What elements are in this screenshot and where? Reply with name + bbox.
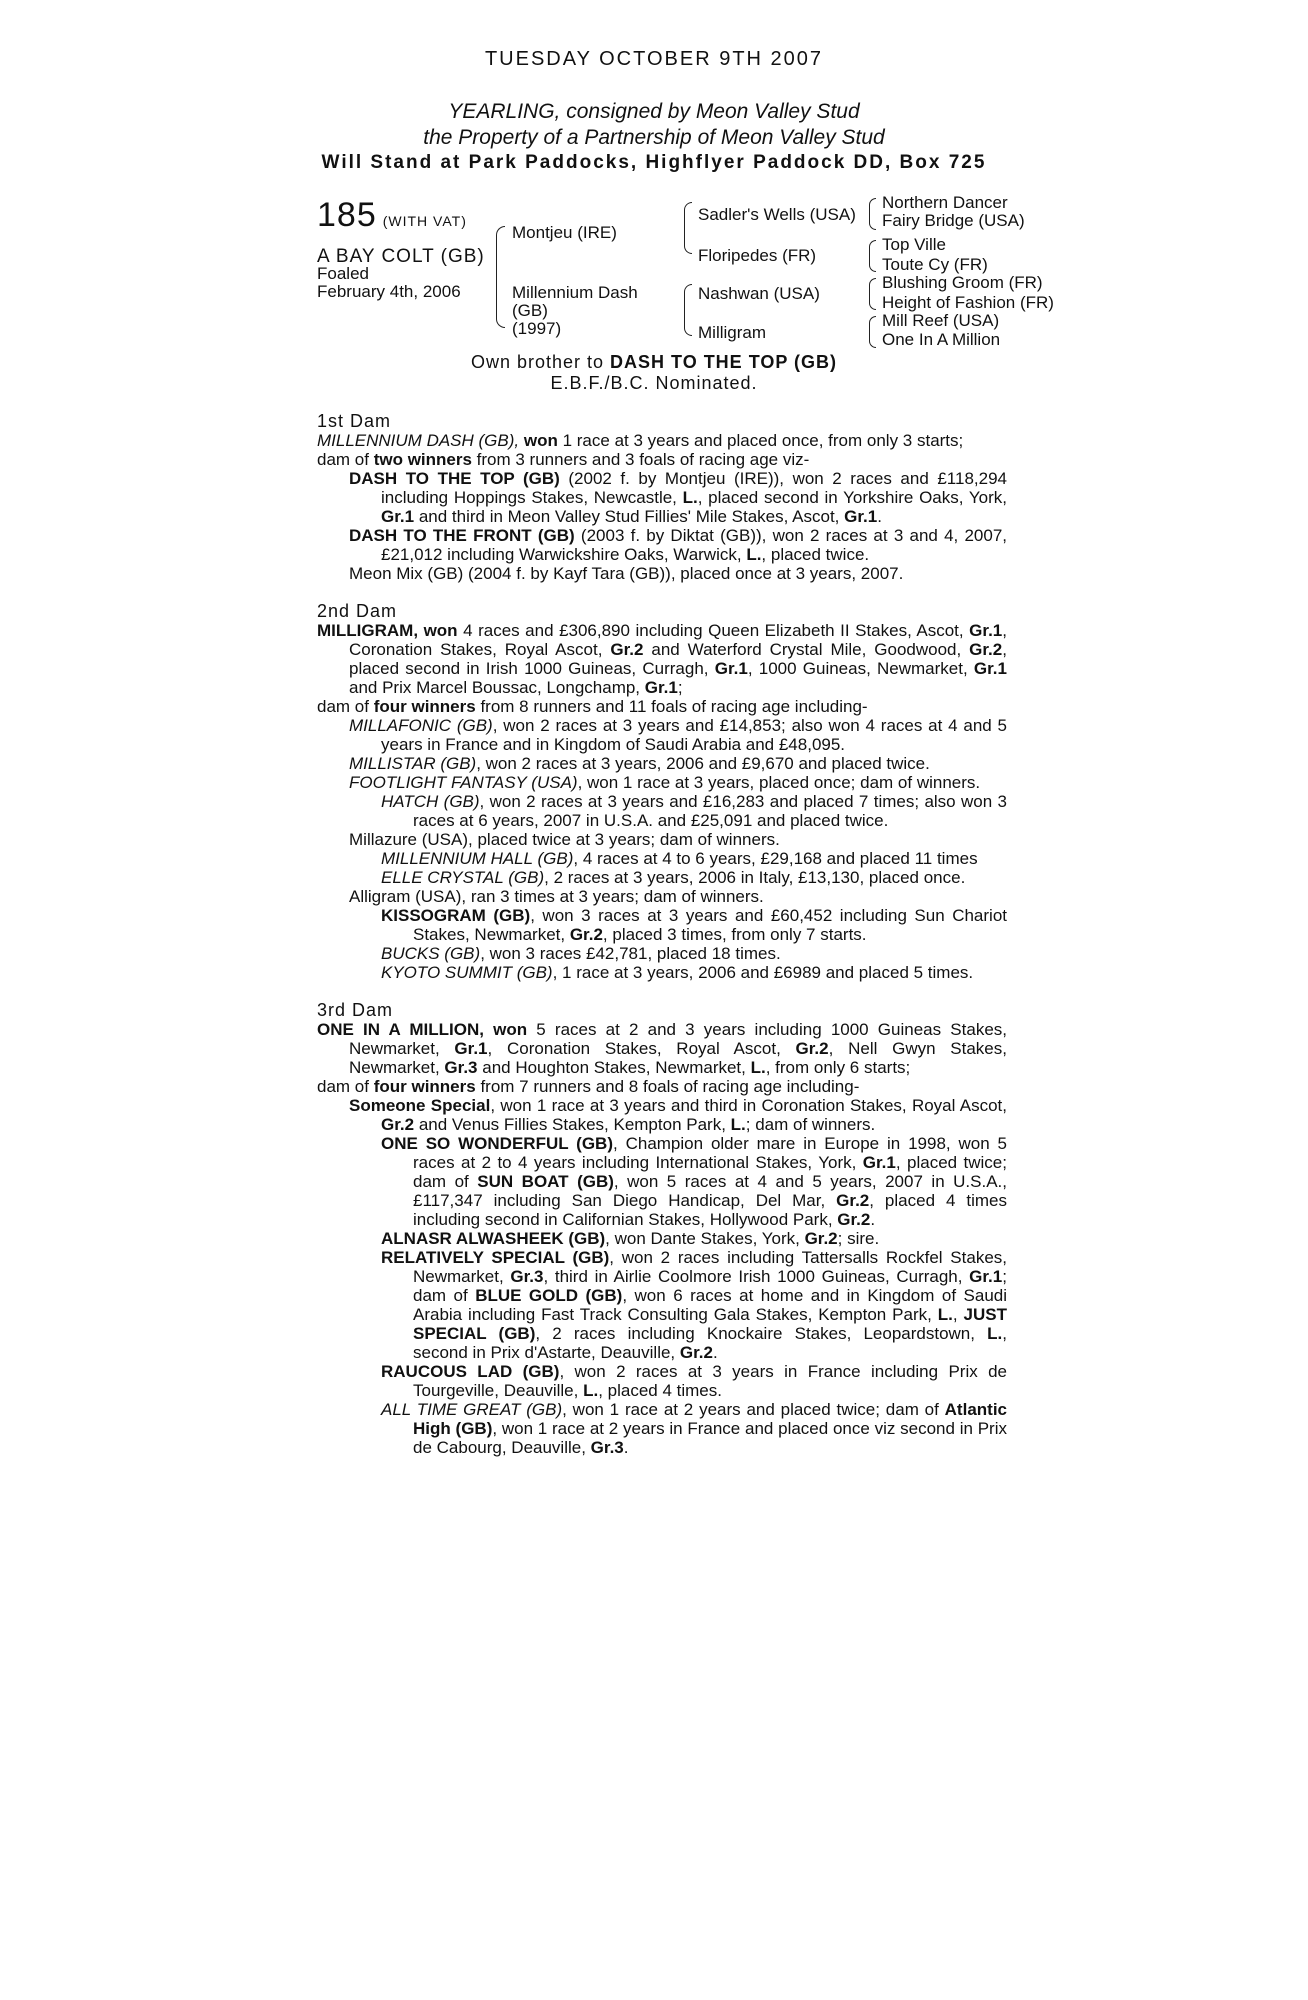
second-dam-produce: dam of four winners from 8 runners and 11 foals of racing age including- [317, 697, 868, 716]
produce-dash-to-the-front: DASH TO THE FRONT (GB) (2003 f. by Diktat (GB)), won 2 races at 3 and 4, 2007, £21,012 including Warwickshire Oaks, Warwick, L., placed twice. [349, 526, 1008, 564]
third-dam-heading: 3rd Dam [317, 1000, 394, 1020]
gen3-2: Fairy Bridge (USA) [882, 211, 1025, 230]
dam: Millennium Dash [512, 283, 638, 302]
produce-alnasr-alwasheek: ALNASR ALWASHEEK (GB), won Dante Stakes, York, Gr.2; sire. [381, 1229, 880, 1248]
nomination-note: E.B.F./B.C. Nominated. [550, 373, 758, 393]
brace-sire-dam [496, 226, 505, 328]
produce-hatch: HATCH (GB), won 2 races at 3 years and £16,283 and placed 7 times; also won 3 races at 6 years, 2007 in U.S.A. and £25,091 and placed twice. [381, 792, 1007, 830]
foaled-date: February 4th, 2006 [317, 282, 461, 301]
produce-dash-to-the-top: DASH TO THE TOP (GB) (2002 f. by Montjeu (IRE)), won 2 races and £118,294 including Hoppings Stakes, Newcastle, L., placed second in Yorkshire Oaks, York, Gr.1 and third in Meon Valley Stud Fillies' Mile Stakes, Ascot, Gr.1. [349, 469, 1007, 526]
third-dam-produce: dam of four winners from 7 runners and 8 foals of racing age including- [317, 1077, 860, 1096]
sire: Montjeu (IRE) [512, 223, 617, 242]
brace-sire-side [684, 202, 692, 254]
produce-footlight-fantasy: FOOTLIGHT FANTASY (USA), won 1 race at 3 years, placed once; dam of winners. [349, 773, 981, 792]
brace-g3 [869, 278, 876, 310]
foaled-label: Foaled [317, 264, 369, 283]
dam-origin: (GB) [512, 301, 548, 320]
gen3-7: Mill Reef (USA) [882, 311, 1000, 330]
produce-kyoto-summit: KYOTO SUMMIT (GB), 1 race at 3 years, 2006 and £6989 and placed 5 times. [381, 963, 974, 982]
gen3-6: Height of Fashion (FR) [882, 293, 1054, 312]
produce-raucous-lad: RAUCOUS LAD (GB), won 2 races at 3 years in France including Prix de Tourgeville, Deauville, L., placed 4 times. [381, 1362, 1007, 1400]
produce-meon-mix: Meon Mix (GB) (2004 f. by Kayf Tara (GB)), placed once at 3 years, 2007. [349, 564, 904, 583]
third-dam-summary: ONE IN A MILLION, won 5 races at 2 and 3 years including 1000 Guineas Stakes, Newmarket, Gr.1, Coronation Stakes, Royal Ascot, Gr.2, Nell Gwyn Stakes, Newmarket, Gr.3 and Houghton Stakes, Newmarket, L., from only 6 starts; [317, 1020, 1007, 1077]
produce-millafonic: MILLAFONIC (GB), won 2 races at 3 years and £14,853; also won 4 races at 4 and 5 years in France and in Kingdom of Saudi Arabia and £48,095. [349, 716, 1008, 754]
lot-description: A BAY COLT (GB) [317, 246, 485, 267]
vat-note: (WITH VAT) [382, 213, 467, 229]
gen3-4: Toute Cy (FR) [882, 255, 988, 274]
first-dam-heading: 1st Dam [317, 411, 392, 431]
gen3-1: Northern Dancer [882, 193, 1008, 212]
gen3-3: Top Ville [882, 235, 946, 254]
dam-year: (1997) [512, 319, 562, 338]
pedigree-details [317, 412, 1007, 1457]
produce-millennium-hall: MILLENNIUM HALL (GB), 4 races at 4 to 6 years, £29,168 and placed 11 times [381, 849, 978, 868]
produce-kissogram: KISSOGRAM (GB), won 3 races at 3 years and £60,452 including Sun Chariot Stakes, Newmarket, Gr.2, placed 3 times, from only 7 starts. [381, 906, 1007, 944]
sire-sire: Sadler's Wells (USA) [698, 205, 856, 224]
own-brother-note: Own brother to DASH TO THE TOP (GB) [470, 352, 838, 372]
produce-millistar: MILLISTAR (GB), won 2 races at 3 years, 2006 and £9,670 and placed twice. [349, 754, 930, 773]
consignor-line: YEARLING, consigned by Meon Valley Stud [448, 100, 860, 123]
produce-one-so-wonderful: ONE SO WONDERFUL (GB), Champion older mare in Europe in 1998, won 5 races at 2 to 4 years including International Stakes, York, Gr.1, placed twice; dam of SUN BOAT (GB), won 5 races at 4 and 5 years, 2007 in U.S.A., £117,347 including San Diego Handicap, Del Mar, Gr.2, placed 4 times including second in Californian Stakes, Hollywood Park, Gr.2. [381, 1134, 1008, 1229]
stand-location: Will Stand at Park Paddocks, Highflyer Paddock DD, Box 725 [321, 152, 987, 173]
brace-g2 [869, 240, 876, 272]
gen3-8: One In A Million [882, 330, 1001, 349]
property-line: the Property of a Partnership of Meon Valley Stud [423, 126, 885, 149]
dam-sire: Nashwan (USA) [698, 284, 820, 303]
lot-number: 185 (WITH VAT) [317, 196, 467, 234]
produce-millazure: Millazure (USA), placed twice at 3 years; dam of winners. [349, 830, 780, 849]
first-dam-produce: dam of two winners from 3 runners and 3 foals of racing age viz- [317, 450, 810, 469]
brace-g4 [869, 316, 876, 348]
first-dam-summary: MILLENNIUM DASH (GB), won 1 race at 3 years and placed once, from only 3 starts; [317, 431, 964, 450]
produce-all-time-great: ALL TIME GREAT (GB), won 1 race at 2 years and placed twice; dam of Atlantic High (GB), won 1 race at 2 years in France and placed once viz second in Prix de Cabourg, Deauville, Gr.3. [381, 1400, 1007, 1457]
gen3-5: Blushing Groom (FR) [882, 273, 1043, 292]
sale-date: TUESDAY OCTOBER 9TH 2007 [484, 48, 824, 70]
produce-relatively-special: RELATIVELY SPECIAL (GB), won 2 races including Tattersalls Rockfel Stakes, Newmarket, Gr.3, third in Airlie Coolmore Irish 1000 Guineas, Curragh, Gr.1; dam of BLUE GOLD (GB), won 6 races at home and in Kingdom of Saudi Arabia including Fast Track Consulting Gala Stakes, Kempton Park, L., JUST SPECIAL (GB), 2 races including Knockaire Stakes, Leopardstown, L., second in Prix d'Astarte, Deauville, Gr.2. [381, 1248, 1008, 1362]
brace-dam-side [684, 284, 692, 336]
sire-dam: Floripedes (FR) [698, 246, 817, 265]
brace-g1 [869, 198, 876, 230]
produce-someone-special: Someone Special, won 1 race at 3 years and third in Coronation Stakes, Royal Ascot, Gr.2 and Venus Fillies Stakes, Kempton Park, L.; dam of winners. [349, 1096, 1007, 1134]
produce-elle-crystal: ELLE CRYSTAL (GB), 2 races at 3 years, 2006 in Italy, £13,130, placed once. [381, 868, 966, 887]
dam-dam: Milligram [698, 323, 766, 342]
second-dam-summary: MILLIGRAM, won 4 races and £306,890 including Queen Elizabeth II Stakes, Ascot, Gr.1, Coronation Stakes, Royal Ascot, Gr.2 and Waterford Crystal Mile, Goodwood, Gr.2, placed second in Irish 1000 Guineas, Curragh, Gr.1, 1000 Guineas, Newmarket, Gr.1 and Prix Marcel Boussac, Longchamp, Gr.1; [317, 621, 1007, 697]
second-dam-heading: 2nd Dam [317, 601, 398, 621]
produce-alligram: Alligram (USA), ran 3 times at 3 years; dam of winners. [349, 887, 764, 906]
produce-bucks: BUCKS (GB), won 3 races £42,781, placed 18 times. [381, 944, 781, 963]
